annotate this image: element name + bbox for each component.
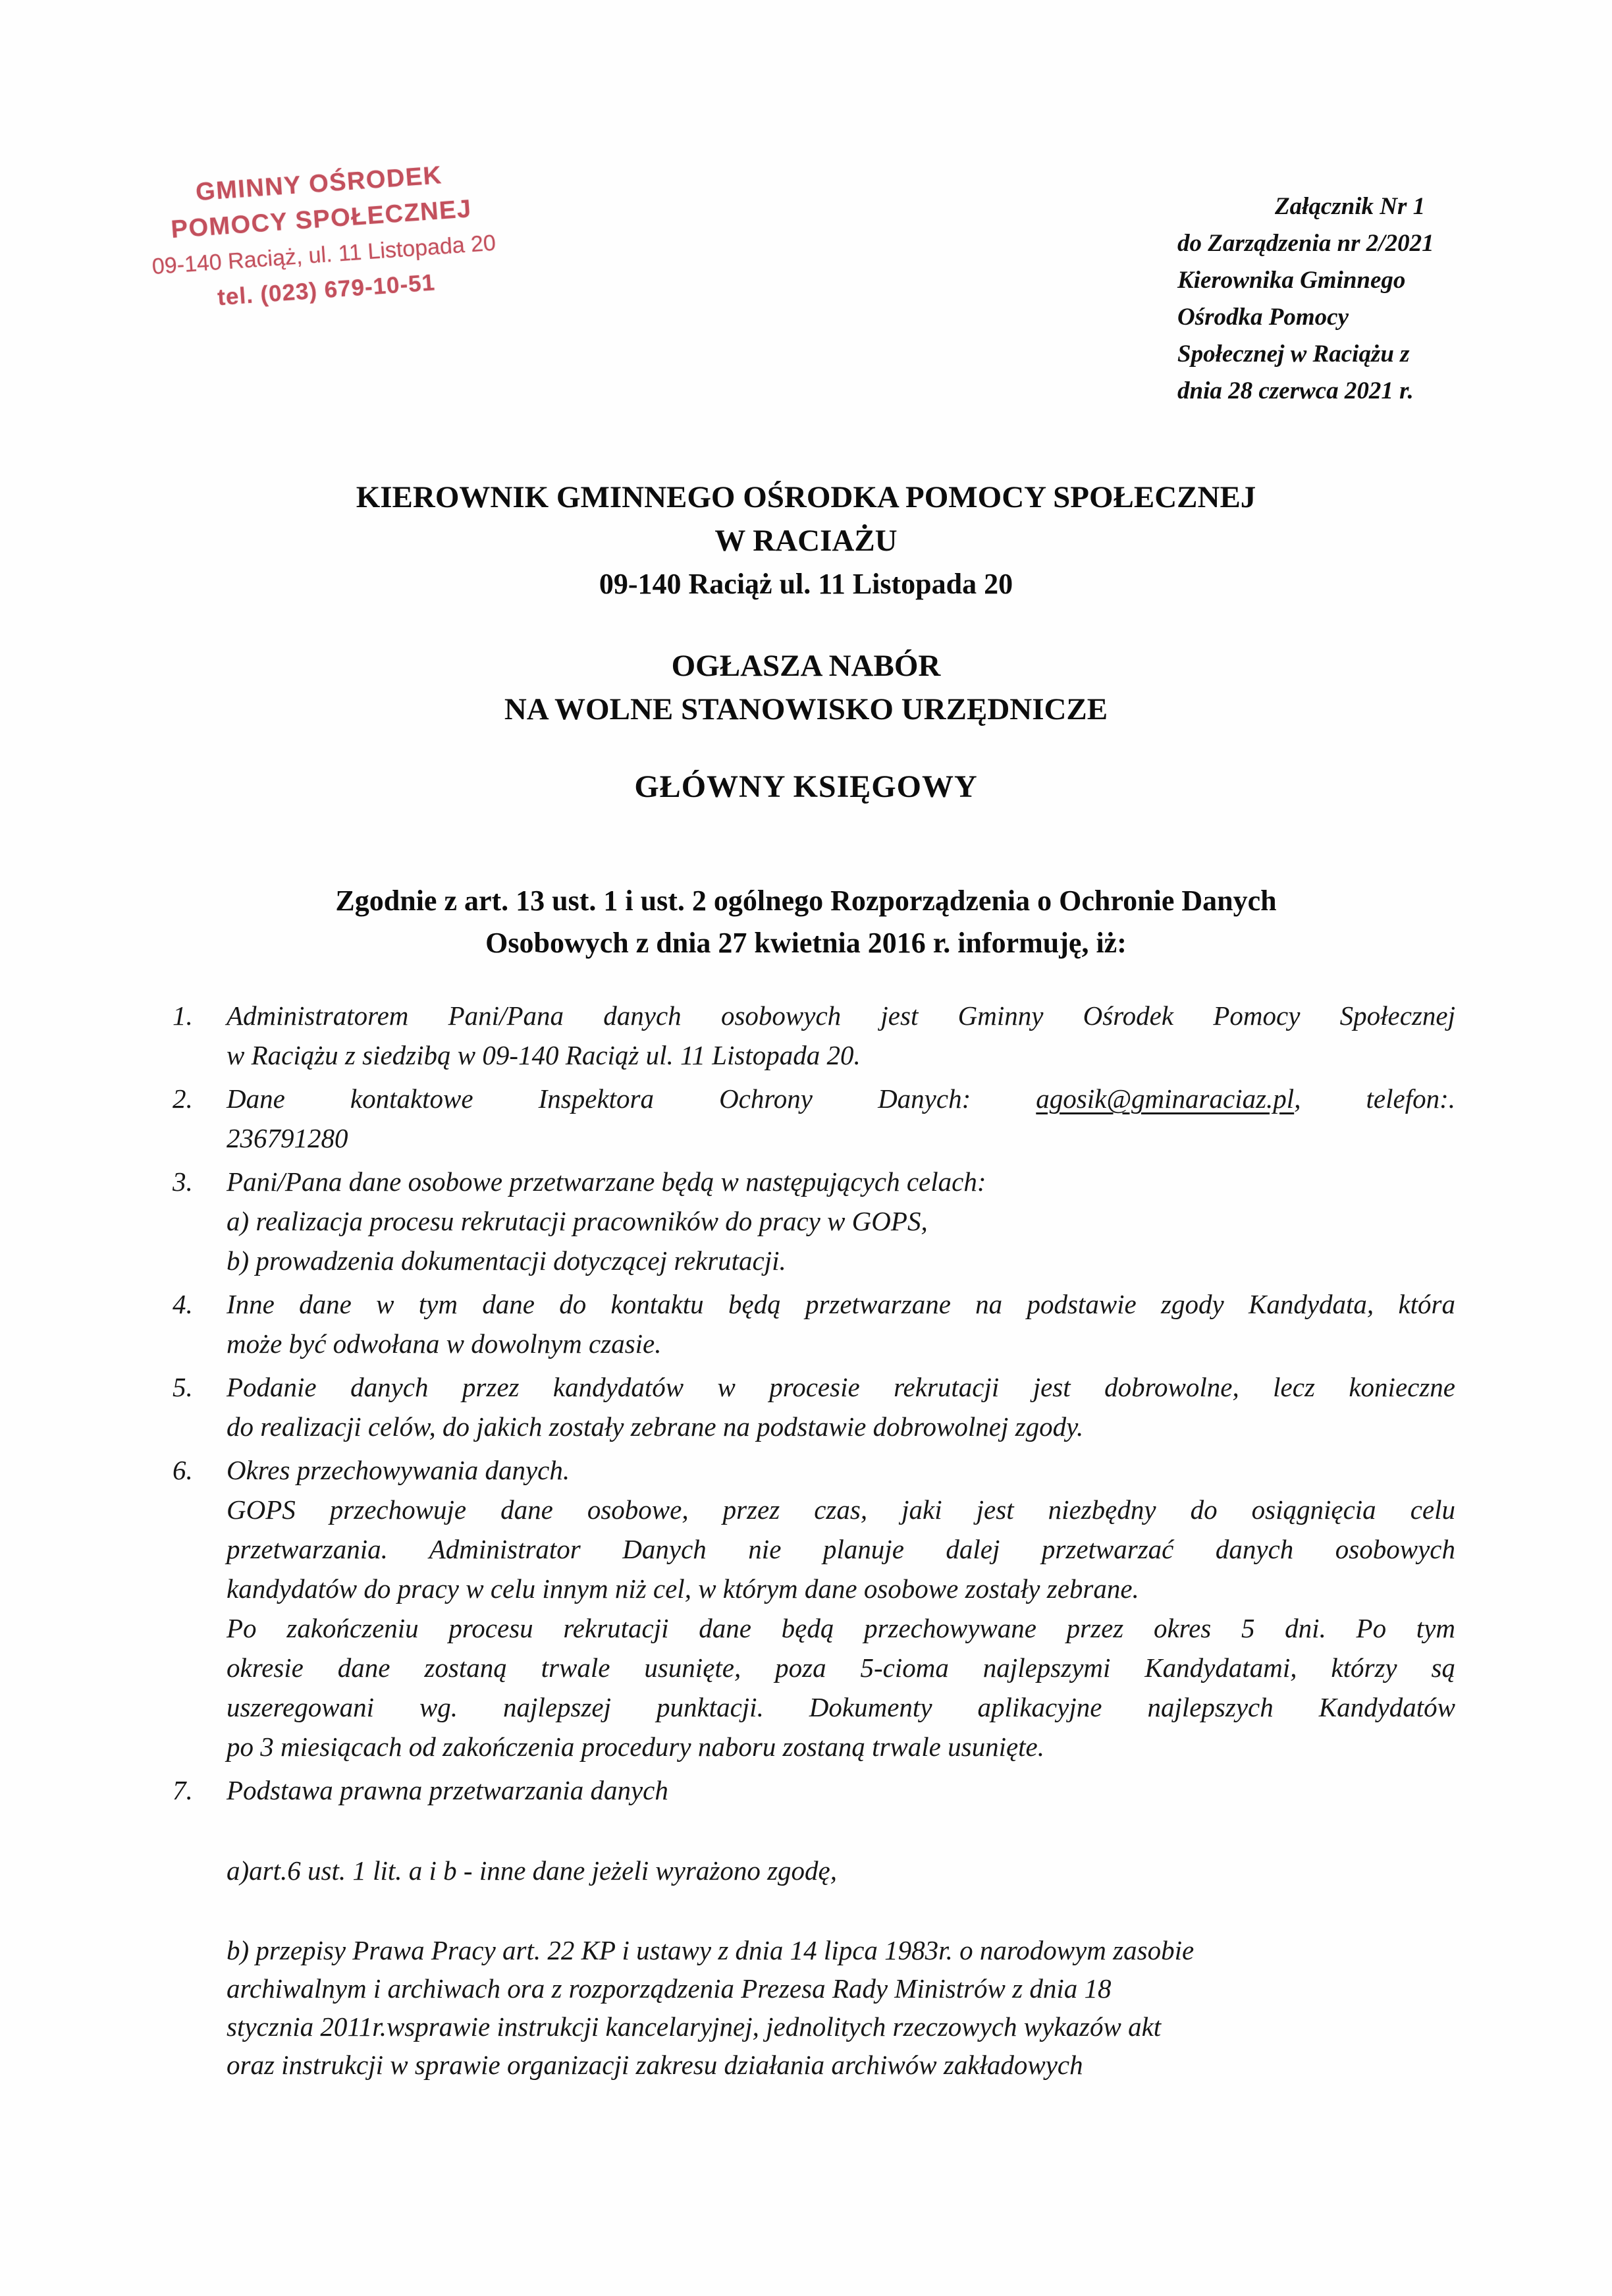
list-item-6	[173, 1450, 1455, 1766]
legal-basis-a: a)art.6 ust. 1 lit. a i b - inne dane jeżeli wyrażono zgodę,	[227, 1855, 837, 1886]
list-item-4	[173, 1284, 1455, 1363]
legal-basis-b-line1: b) przepisy Prawa Pracy art. 22 KP i ustawy z dnia 14 lipca 1983r. o narodowym zasobie	[227, 1935, 1195, 1965]
gdpr-intro-line1: Zgodnie z art. 13 ust. 1 i ust. 2 ogólnego Rozporządzenia o Ochronie Danych	[335, 885, 1277, 917]
item-text-line: Pani/Pana dane osobowe przetwarzane będą w następujących celach:	[227, 1166, 986, 1197]
attachment-ordinance: do Zarządzenia nr 2/2021	[1177, 230, 1434, 257]
item-number: 6.	[173, 1455, 193, 1485]
phone-label: , telefon:.	[1294, 1083, 1455, 1114]
heading-announce-line1: OGŁASZA NABÓR	[671, 649, 941, 683]
item-number: 3.	[173, 1166, 193, 1197]
phone-number: 236791280	[227, 1123, 348, 1153]
gdpr-intro-line2: Osobowych z dnia 27 kwietnia 2016 r. informuję, iż:	[485, 927, 1127, 959]
item-number: 5.	[173, 1372, 193, 1402]
item-text-line	[227, 1079, 1455, 1118]
email-underlined: agosik@gminaraciaz.pl	[1036, 1083, 1295, 1114]
heading-announce-line2: NA WOLNE STANOWISKO URZĘDNICZE	[504, 692, 1108, 726]
item-text-line: kandydatów do pracy w celu innym niż cel, w którym dane osobowe zostały zebrane.	[227, 1573, 1139, 1604]
item-text-line: Inne dane w tym dane do kontaktu będą przetwarzane na podstawie zgody Kandydata, która	[227, 1289, 1455, 1319]
item-text-line: GOPS przechowuje dane osobowe, przez czas, jaki jest niezbędny do osiągnięcia celu	[227, 1494, 1455, 1525]
item-text-line: b) prowadzenia dokumentacji dotyczącej rekrutacji.	[227, 1245, 786, 1276]
legal-basis-b-line3: stycznia 2011r.wsprawie instrukcji kancelaryjnej, jednolitych rzeczowych wykazów akt	[227, 2011, 1162, 2042]
item-text-line: może być odwołana w dowolnym czasie.	[227, 1328, 662, 1359]
item-text-line: Okres przechowywania danych.	[227, 1455, 570, 1485]
heading-position-title: GŁÓWNY KSIĘGOWY	[634, 769, 978, 804]
list-item-2	[173, 1079, 1455, 1158]
item-text-line: Podanie danych przez kandydatów w procesie rekrutacji jest dobrowolne, lecz konieczne	[227, 1372, 1455, 1402]
stamp-address: 09-140 Raciąż, ul. 11 Listopada 20	[151, 230, 497, 280]
item-text-line: Podstawa prawna przetwarzania danych	[227, 1775, 668, 1805]
attachment-issuer-line3: Społecznej w Raciążu z	[1177, 341, 1410, 368]
attachment-issuer-line1: Kierownika Gminnego	[1177, 267, 1406, 294]
item-text-line: w Raciążu z siedzibą w 09-140 Raciąż ul. 11 Listopada 20.	[227, 1040, 861, 1070]
item-text-line: Administratorem Pani/Pana danych osobowych jest Gminny Ośrodek Pomocy Społecznej	[227, 1000, 1455, 1031]
item-text-line: a) realizacja procesu rekrutacji pracowników do pracy w GOPS,	[227, 1206, 928, 1236]
attachment-date: dnia 28 czerwca 2021 r.	[1177, 377, 1414, 404]
stamp-phone: tel. (023) 679-10-51	[217, 269, 437, 311]
stamp-org-name-line1: GMINNY OŚRODEK	[194, 161, 443, 207]
item-text-line: do realizacji celów, do jakich zostały zebrane na podstawie dobrowolnej zgody.	[227, 1411, 1084, 1442]
heading-address: 09-140 Raciąż ul. 11 Listopada 20	[599, 568, 1013, 600]
item-text-line: okresie dane zostaną trwale usunięte, poza 5-cioma najlepszymi Kandydatami, którzy są	[227, 1653, 1455, 1683]
item-number: 2.	[173, 1083, 193, 1114]
item-text-line: przetwarzania. Administrator Danych nie planuje dalej przetwarzać danych osobowych	[227, 1534, 1455, 1564]
contact-text: Dane kontaktowe Inspektora Ochrony Danych:	[227, 1083, 971, 1114]
item-text-line: po 3 miesiącach od zakończenia procedury naboru zostaną trwale usunięte.	[227, 1732, 1044, 1762]
attachment-title: Załącznik Nr 1	[1275, 193, 1426, 220]
item-text-line: Po zakończeniu procesu rekrutacji dane będą przechowywane przez okres 5 dni. Po tym	[227, 1613, 1455, 1643]
list-item-7	[173, 1770, 1455, 2084]
attachment-issuer-line2: Ośrodka Pomocy	[1177, 304, 1349, 331]
item-number: 4.	[173, 1289, 193, 1319]
list-item-1	[173, 996, 1455, 1075]
list-item-3	[173, 1162, 1455, 1280]
item-text-line: uszeregowani wg. najlepszej punktacji. Dokumenty aplikacyjne najlepszych Kandydatów	[227, 1692, 1455, 1722]
list-item-5	[173, 1367, 1455, 1446]
item-number: 7.	[173, 1775, 193, 1805]
gdpr-list	[173, 996, 1455, 2084]
legal-basis-b-line2: archiwalnym i archiwach ora z rozporządzenia Prezesa Rady Ministrów z dnia 18	[227, 1973, 1112, 2004]
legal-basis-b-line4: oraz instrukcji w sprawie organizacji zakresu działania archiwów zakładowych	[227, 2050, 1083, 2080]
item-number: 1.	[173, 1000, 193, 1031]
heading-org-line1: KIEROWNIK GMINNEGO OŚRODKA POMOCY SPOŁECZNEJ	[356, 480, 1256, 514]
stamp-org-name-line2: POMOCY SPOŁECZNEJ	[170, 195, 473, 244]
heading-org-line2: W RACIAŻU	[714, 524, 898, 558]
